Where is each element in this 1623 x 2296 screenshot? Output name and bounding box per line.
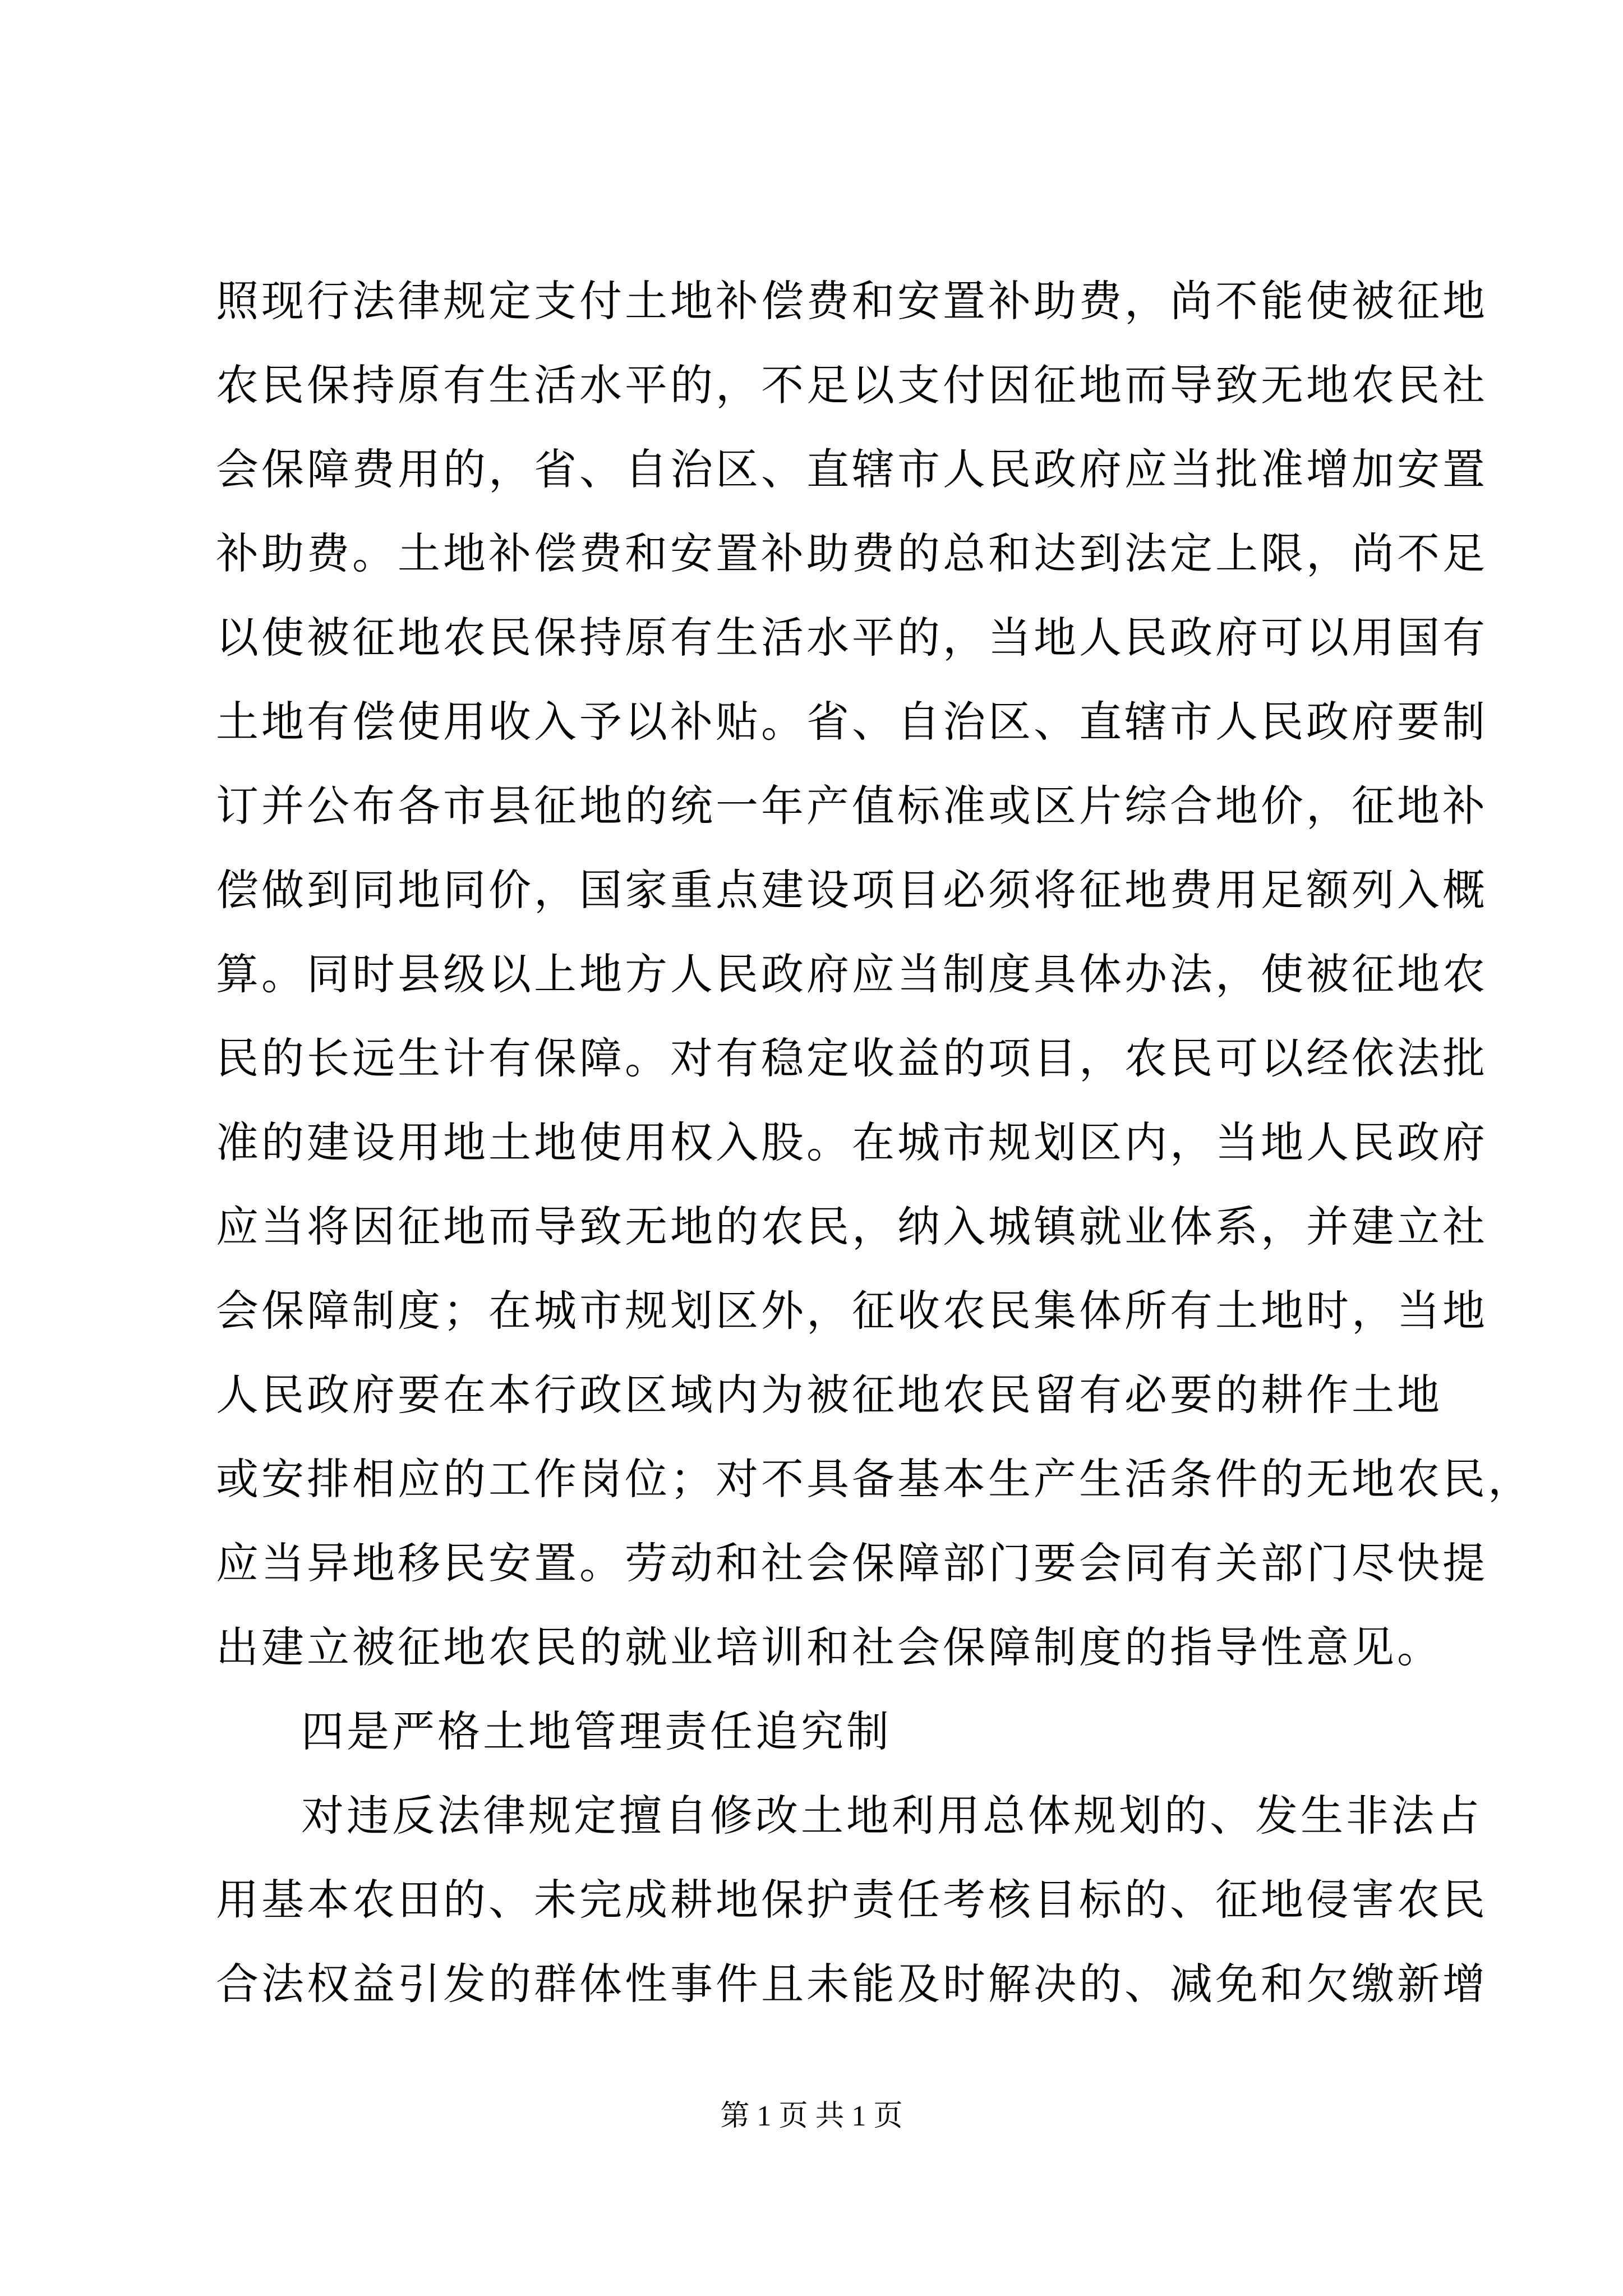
text-line: 以使被征地农民保持原有生活水平的，当地人民政府可以用国有 xyxy=(216,613,1488,662)
text-line: 偿做到同地同价，国家重点建设项目必须将征地费用足额列入概 xyxy=(216,865,1488,915)
text-line: 用基本农田的、未完成耕地保护责任考核目标的、征地侵害农民 xyxy=(216,1875,1488,1925)
text-line: 会保障费用的，省、自治区、直辖市人民政府应当批准增加安置 xyxy=(216,444,1488,494)
page-number-label: 第 1 页 共 1 页 xyxy=(720,2100,903,2132)
text-line: 人民政府要在本行政区域内为被征地农民留有必要的耕作土地 xyxy=(216,1370,1442,1420)
text-line: 会保障制度；在城市规划区外，征收农民集体所有土地时，当地 xyxy=(216,1286,1488,1336)
text-line: 算。同时县级以上地方人民政府应当制度具体办法，使被征地农 xyxy=(216,949,1488,999)
text-line: 出建立被征地农民的就业培训和社会保障制度的指导性意见。 xyxy=(216,1622,1442,1672)
page-footer xyxy=(0,2097,1623,2136)
text-line: 农民保持原有生活水平的，不足以支付因征地而导致无地农民社 xyxy=(216,360,1488,410)
text-line: 民的长远生计有保障。对有稳定收益的项目，农民可以经依法批 xyxy=(216,1033,1488,1083)
text-line: 对违反法律规定擅自修改土地利用总体规划的、发生非法占 xyxy=(301,1791,1482,1841)
text-line: 照现行法律规定支付土地补偿费和安置补助费，尚不能使被征地 xyxy=(216,276,1488,326)
text-line: 应当将因征地而导致无地的农民，纳入城镇就业体系，并建立社 xyxy=(216,1202,1488,1251)
text-line: 订并公布各市县征地的统一年产值标准或区片综合地价，征地补 xyxy=(216,781,1488,831)
text-line: 准的建设用地土地使用权入股。在城市规划区内，当地人民政府 xyxy=(216,1117,1488,1167)
text-line: 土地有偿使用收入予以补贴。省、自治区、直辖市人民政府要制 xyxy=(216,697,1488,747)
text-line: 或安排相应的工作岗位；对不具备基本生产生活条件的无地农民， xyxy=(216,1454,1533,1504)
text-line: 应当异地移民安置。劳动和社会保障部门要会同有关部门尽快提 xyxy=(216,1538,1488,1588)
text-line: 合法权益引发的群体性事件且未能及时解决的、减免和欠缴新增 xyxy=(216,1959,1488,2009)
text-line: 补助费。土地补偿费和安置补助费的总和达到法定上限，尚不足 xyxy=(216,528,1488,578)
section-heading: 四是严格土地管理责任追究制 xyxy=(301,1706,892,1756)
